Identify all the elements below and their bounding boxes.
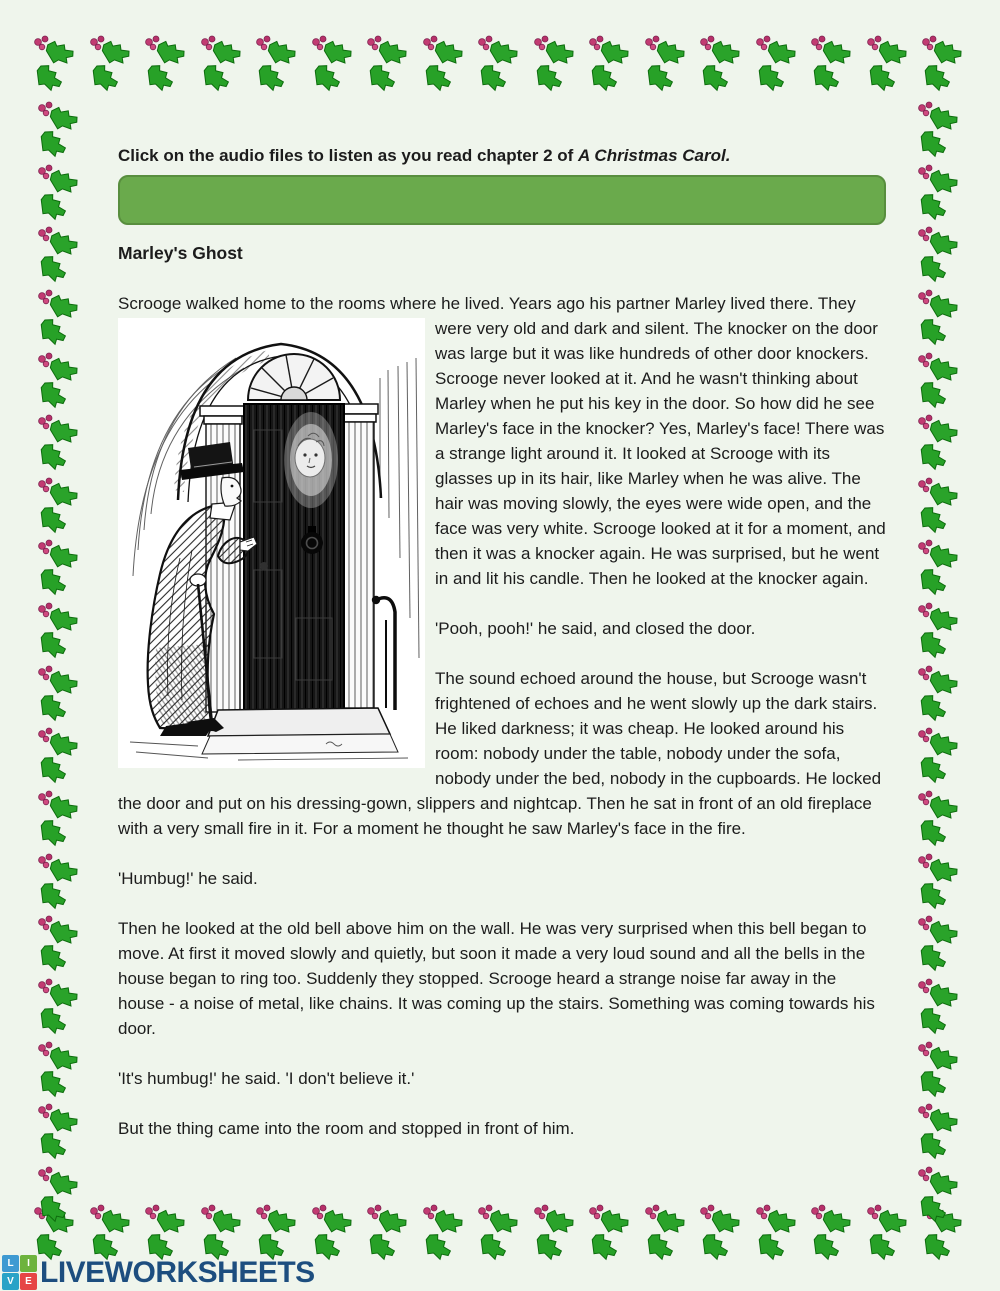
holly-icon: [34, 852, 86, 914]
holly-border-left: [34, 100, 88, 1227]
holly-icon: [34, 789, 86, 851]
book-title: A Christmas Carol.: [578, 146, 731, 165]
holly-icon: [530, 1203, 582, 1265]
instruction-main: Click on the audio files to listen as you read chapter 2 of: [118, 146, 579, 165]
holly-icon: [86, 34, 138, 96]
instruction-text: [118, 146, 886, 166]
holly-icon: [34, 1040, 86, 1102]
holly-icon: [918, 34, 970, 96]
story-paragraph-3: The sound echoed around the house, but Scrooge wasn't frightened of echoes and he went slowly up the dark stairs. He liked darkness; it was cheap. He looked around his room: nobody under the table, nobody under the sofa, nobody under the bed, nobody in the cupboards. He locked the door and put on his dressing-gown, slippers and nightcap. Then he sat in front of an old fireplace with a very small fire in it. For a moment he thought he saw Marley's face in the fire.: [118, 669, 882, 838]
holly-icon: [308, 1203, 360, 1265]
story-paragraph-6: 'It's humbug!' he said. 'I don't believe it.': [118, 1069, 415, 1088]
holly-icon: [419, 1203, 471, 1265]
holly-icon: [474, 34, 526, 96]
holly-icon: [34, 476, 86, 538]
holly-icon: [914, 601, 966, 663]
holly-icon: [914, 351, 966, 413]
scrooge-door-illustration: [118, 318, 425, 768]
holly-icon: [197, 34, 249, 96]
holly-icon: [585, 34, 637, 96]
holly-icon: [34, 413, 86, 475]
holly-icon: [363, 1203, 415, 1265]
holly-icon: [914, 163, 966, 225]
holly-icon: [914, 538, 966, 600]
story-paragraph-1-line1: Scrooge walked home to the rooms where he lived. Years ago his partner Marley lived there. They: [118, 294, 856, 313]
scrooge-door-drawing: [118, 318, 425, 768]
holly-icon: [252, 34, 304, 96]
holly-icon: [914, 288, 966, 350]
story-text: [118, 291, 886, 1141]
holly-icon: [696, 34, 748, 96]
holly-icon: [34, 726, 86, 788]
story-paragraph-5: Then he looked at the old bell above him on the wall. He was very surprised when this bell began to move. At first it moved slowly and quietly, but soon it made a very loud sound and all the bells in the house began to ring too. Suddenly they stopped. Scrooge heard a strange noise far away in the house - a noise of metal, like chains. It was coming up the stairs. Something was coming towards his door.: [118, 919, 875, 1038]
holly-icon: [34, 225, 86, 287]
audio-player[interactable]: [118, 175, 886, 225]
holly-icon: [34, 1102, 86, 1164]
logo-square-i: I: [20, 1255, 37, 1272]
story-paragraph-7: But the thing came into the room and stopped in front of him.: [118, 1119, 575, 1138]
liveworksheets-wordmark: LIVEWORKSHEETS: [40, 1255, 315, 1289]
section-heading: Marley's Ghost: [118, 243, 243, 263]
holly-icon: [34, 601, 86, 663]
holly-icon: [34, 664, 86, 726]
holly-icon: [914, 100, 966, 162]
holly-icon: [914, 1102, 966, 1164]
worksheet-content: [118, 146, 886, 1141]
holly-icon: [419, 34, 471, 96]
holly-icon: [34, 538, 86, 600]
holly-icon: [696, 1203, 748, 1265]
holly-icon: [308, 34, 360, 96]
holly-icon: [914, 476, 966, 538]
holly-icon: [34, 163, 86, 225]
holly-icon: [363, 34, 415, 96]
liveworksheets-logo[interactable]: [2, 1255, 315, 1290]
holly-icon: [641, 34, 693, 96]
holly-icon: [914, 726, 966, 788]
holly-icon: [914, 664, 966, 726]
holly-icon: [641, 1203, 693, 1265]
holly-icon: [914, 1040, 966, 1102]
holly-icon: [914, 977, 966, 1039]
story-paragraph-4: 'Humbug!' he said.: [118, 869, 258, 888]
logo-square-l: L: [2, 1255, 19, 1272]
holly-icon: [34, 288, 86, 350]
holly-icon: [914, 225, 966, 287]
liveworksheets-logo-icon: [2, 1255, 37, 1290]
holly-icon: [34, 977, 86, 1039]
holly-icon: [34, 914, 86, 976]
holly-icon: [752, 1203, 804, 1265]
story-paragraph-2: 'Pooh, pooh!' he said, and closed the door.: [435, 619, 756, 638]
holly-icon: [914, 413, 966, 475]
holly-icon: [914, 1165, 966, 1227]
holly-icon: [585, 1203, 637, 1265]
holly-icon: [530, 34, 582, 96]
holly-icon: [914, 914, 966, 976]
logo-square-e: E: [20, 1273, 37, 1290]
story-paragraph-1: were very old and dark and silent. The knocker on the door was large but it was like hundreds of other door knockers. Scrooge never looked at it. And he wasn't thinking about Marley when he put his key in the door. So how did he see Marley's face in the knocker? Yes, Marley's face! There was a strange light around it. It looked at Scrooge with its glasses up in its hair, like Marley when he was alive. The hair was moving slowly, the eyes were wide open, and the face was very white. Scrooge looked at it for a moment, and then it was a knocker again. He was surprised, but he went in and lit his candle. Then he looked at the knocker again.: [435, 319, 886, 588]
holly-icon: [863, 1203, 915, 1265]
holly-icon: [914, 852, 966, 914]
holly-icon: [474, 1203, 526, 1265]
holly-icon: [34, 100, 86, 162]
holly-icon: [141, 34, 193, 96]
holly-border-top: [30, 34, 970, 96]
holly-icon: [752, 34, 804, 96]
holly-icon: [807, 1203, 859, 1265]
holly-icon: [30, 34, 82, 96]
holly-icon: [914, 789, 966, 851]
holly-icon: [34, 351, 86, 413]
logo-square-v: V: [2, 1273, 19, 1290]
holly-icon: [34, 1165, 86, 1227]
holly-icon: [807, 34, 859, 96]
holly-icon: [863, 34, 915, 96]
holly-border-right: [914, 100, 968, 1227]
